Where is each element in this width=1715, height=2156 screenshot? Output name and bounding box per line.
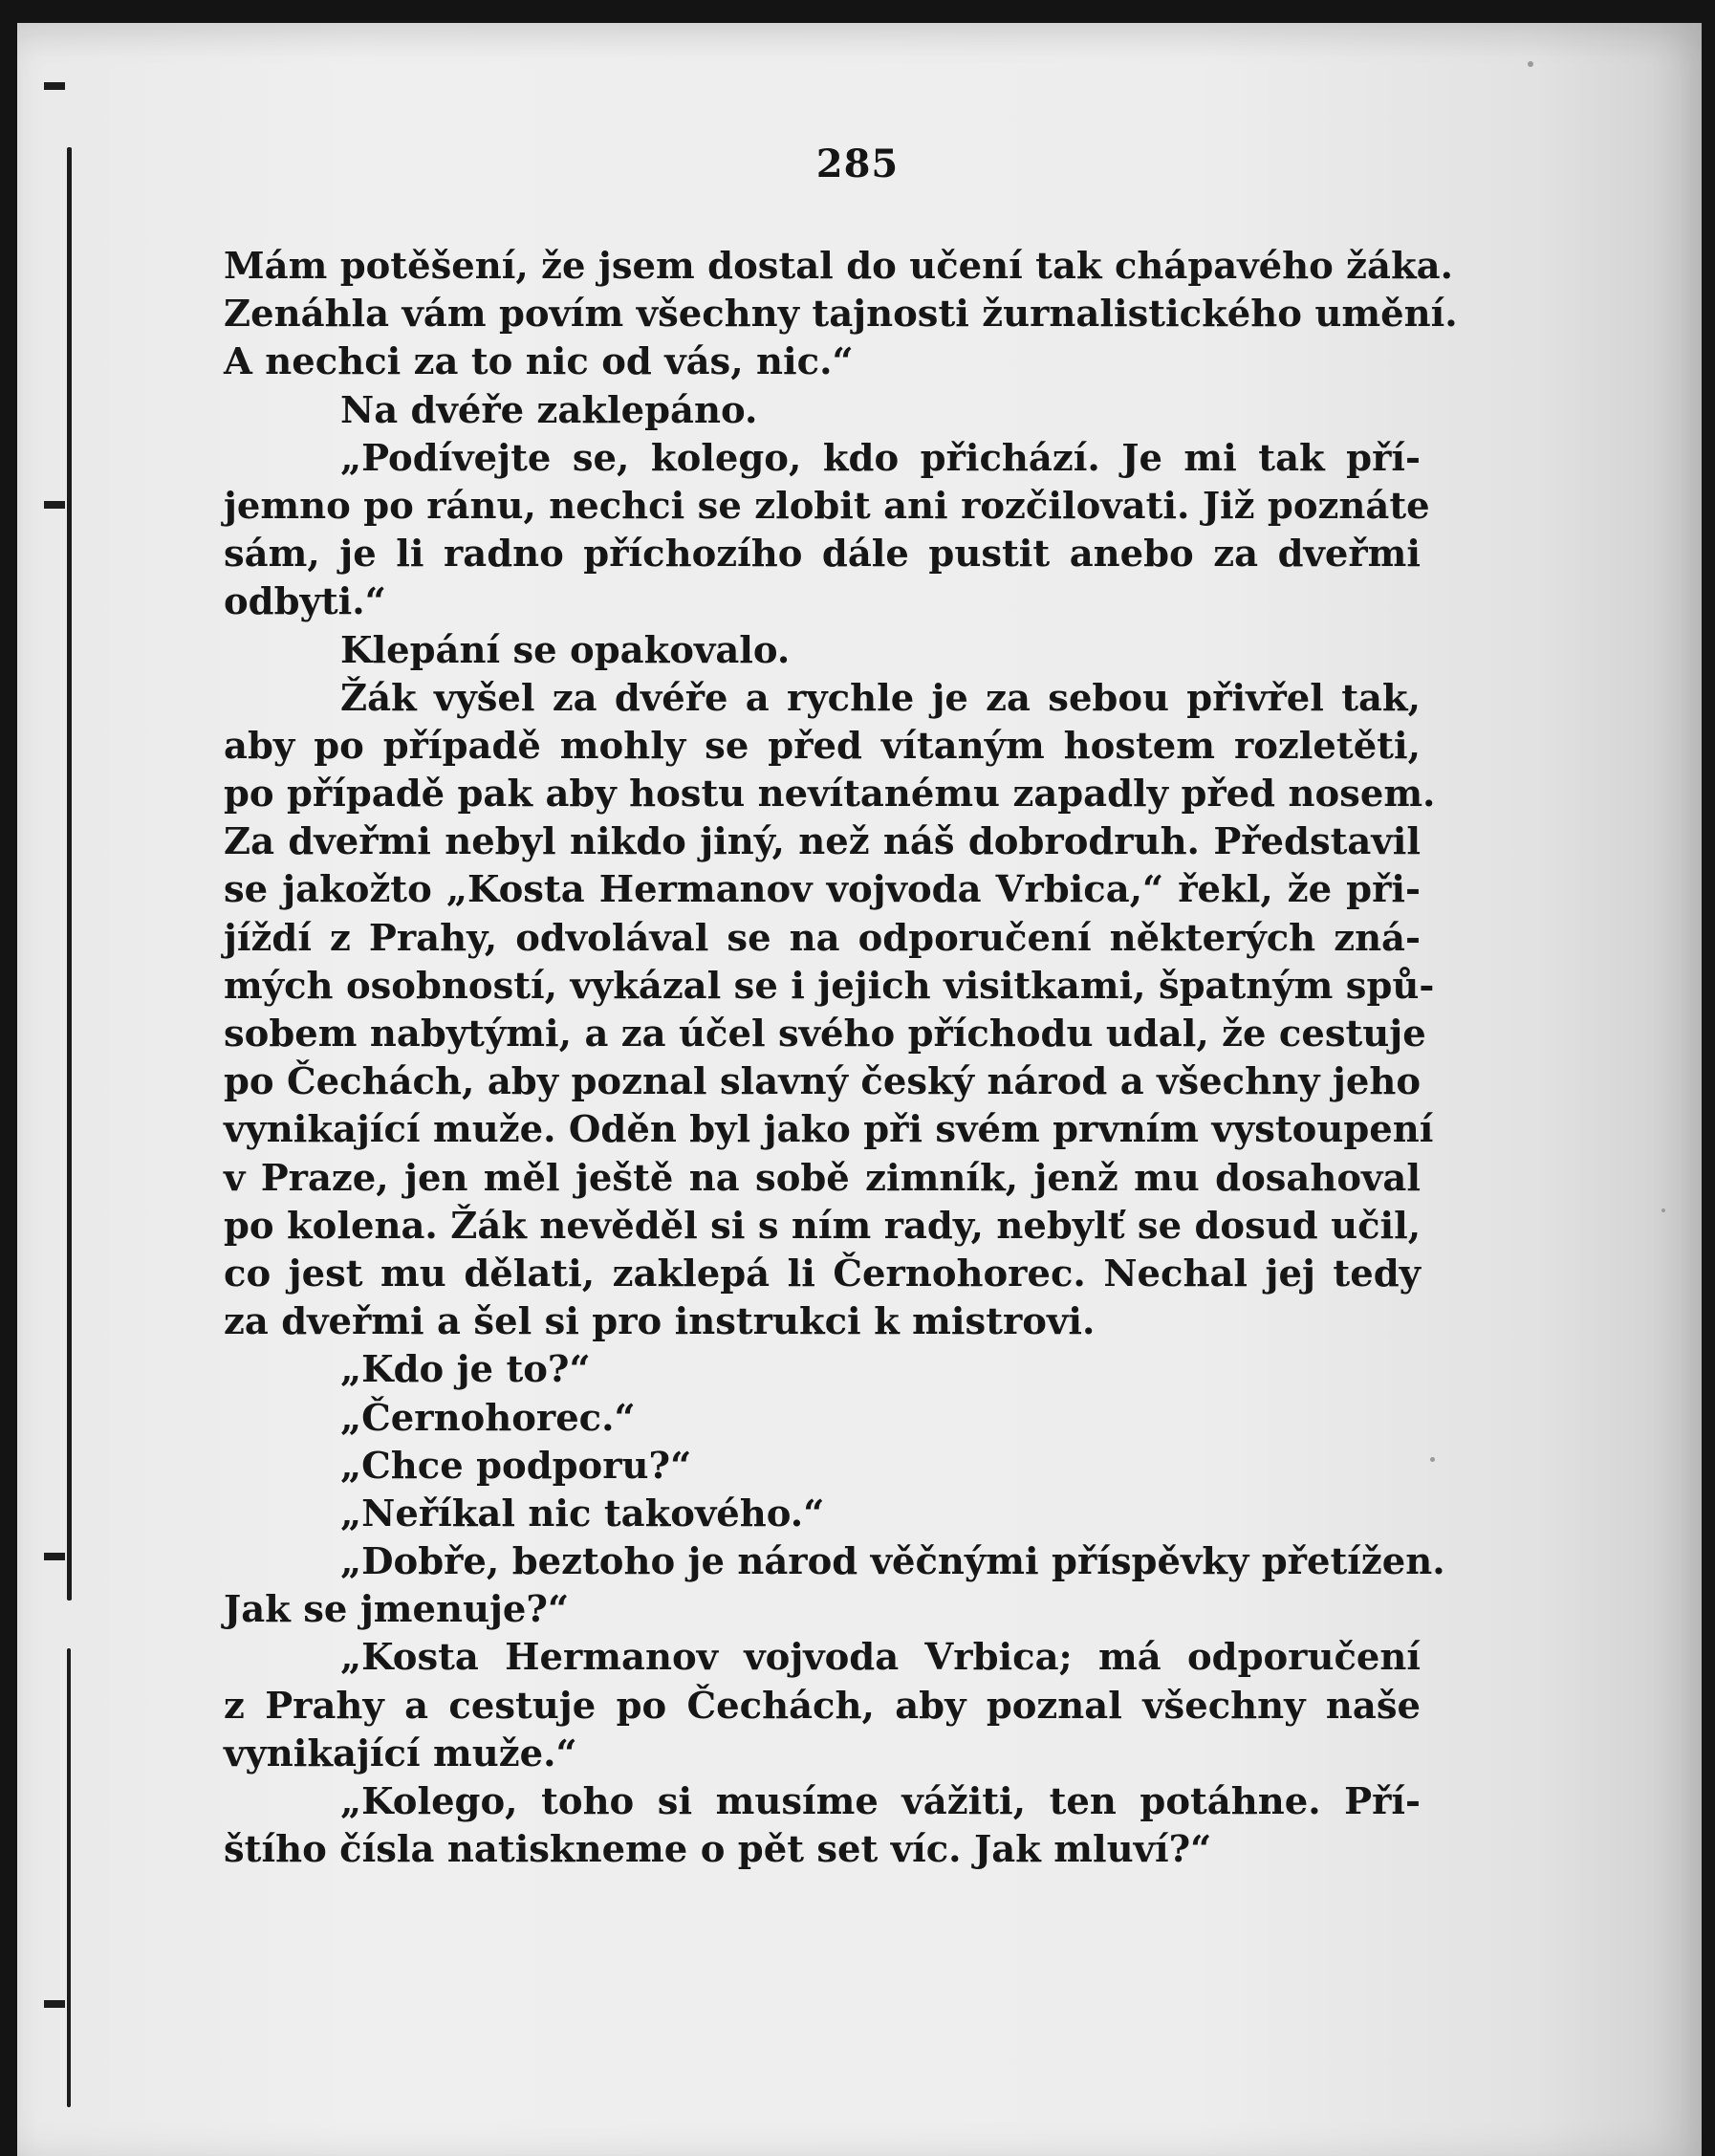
text-line: z Prahy a cestuje po Čechách, aby poznal všechny naše [224,1684,1421,1728]
text-line: po případě pak aby hostu nevítanému zapadly před nosem. [224,773,1436,817]
text-line: odbyti.“ [224,580,386,624]
text-line: jíždí z Prahy, odvolával se na odporučení některých zná- [224,916,1421,960]
text-line: Zenáhla vám povím všechny tajnosti žurnalistického umění. [224,293,1458,337]
binding-edge-line-lower [67,1648,71,2107]
text-line: „Kolego, toho si musíme vážiti, ten potáhne. Pří- [340,1780,1421,1823]
text-line: Klepání se opakovalo. [340,628,791,672]
text-line: „Kosta Hermanov vojvoda Vrbica; má odporučení [340,1636,1421,1680]
text-line: „Černohorec.“ [340,1396,636,1440]
text-line: „Chce podporu?“ [340,1444,692,1488]
text-line: sobem nabytými, a za účel svého příchodu udal, že cestuje [224,1013,1426,1056]
text-line: Mám potěšení, že jsem dostal do učení tak chápavého žáka. [224,245,1453,288]
text-line: sám, je li radno příchozího dále pustit anebo za dveřmi [224,533,1421,577]
binding-mark-middle [44,501,65,509]
text-line: co jest mu dělati, zaklepá li Černohorec. Nechal jej tedy [224,1252,1421,1296]
binding-mark-bottom [44,2000,65,2008]
text-line: Za dveřmi nebyl nikdo jiný, než náš dobrodruh. Představil [224,820,1421,864]
text-line: se jakožto „Kosta Hermanov vojvoda Vrbica,“ řekl, že při- [224,868,1421,912]
binding-edge-line [67,147,72,1601]
text-line: mých osobností, vykázal se i jejich visitkami, špatným spů- [224,964,1435,1008]
text-line: Žák vyšel za dvéře a rychle je za sebou přivřel tak, [340,676,1421,720]
text-line: po kolena. Žák nevěděl si s ním rady, nebylť se dosud učil, [224,1204,1422,1248]
paper-speck [1528,61,1533,67]
text-line: vynikající muže. Oděn byl jako při svém prvním vystoupení [224,1108,1434,1152]
text-line: „Podívejte se, kolego, kdo přichází. Je mi tak pří- [340,436,1421,480]
text-line: „Neříkal nic takového.“ [340,1492,825,1535]
text-line: Na dvéře zaklepáno. [340,388,758,432]
text-line: jemno po ránu, nechci se zlobit ani rozčilovati. Již poznáte [224,484,1430,528]
text-line: vynikající muže.“ [224,1731,577,1775]
text-line: „Dobře, beztoho je národ věčnými příspěvky přetížen. [340,1540,1445,1584]
page-number: 285 [815,142,900,186]
text-line: „Kdo je to?“ [340,1348,591,1392]
text-line: A nechci za to nic od vás, nic.“ [224,340,854,384]
text-line: štího čísla natiskneme o pět set víc. Jak mluví?“ [224,1828,1212,1872]
text-line: v Praze, jen měl ještě na sobě zimník, jenž mu dosahoval [224,1156,1421,1200]
body-text [224,243,1458,1874]
binding-mark-lower [44,1553,65,1560]
binding-mark-top [44,82,65,90]
text-line: po Čechách, aby poznal slavný český národ a všechny jeho [224,1060,1421,1104]
paper-speck [1430,1457,1435,1462]
text-line: aby po případě mohly se před vítaným hostem rozletěti, [224,724,1421,768]
text-line: za dveřmi a šel si pro instrukci k mistrovi. [224,1300,1096,1344]
paper-speck [1661,1209,1665,1212]
text-line: Jak se jmenuje?“ [224,1588,570,1632]
